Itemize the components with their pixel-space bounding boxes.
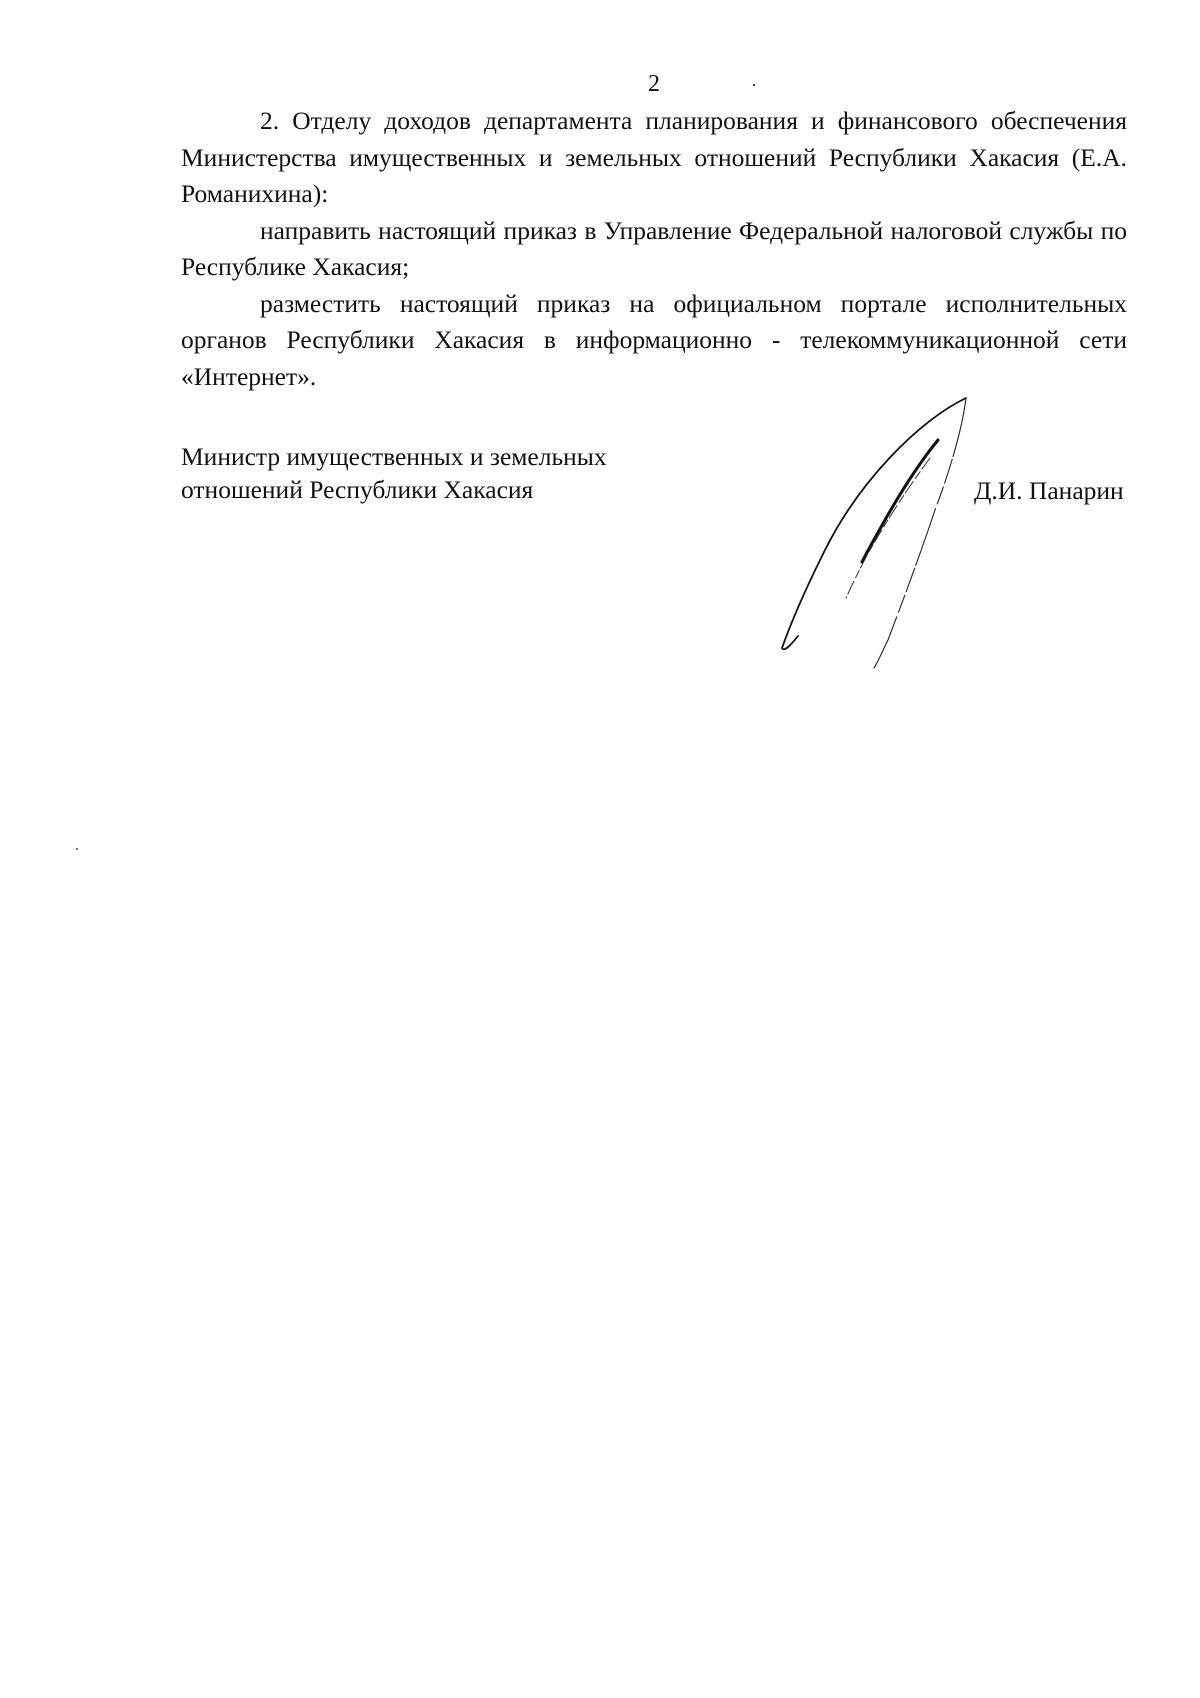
paragraph-send-to-tax-service: направить настоящий приказ в Управление Федеральной налоговой службы по Республике Хакасия;: [181, 215, 1127, 281]
paragraph-item-2: 2. Отделу доходов департамента планирования и финансового обеспечения Министерства имущественных и земельных отношений Республики Хакасия (Е.А. Романихина):: [181, 106, 1127, 208]
signature-icon: [770, 390, 990, 670]
signer-title-line-2: отношений Республики Хакасия: [181, 475, 534, 504]
scan-artifact-speck: [76, 848, 78, 850]
page-number: 2: [648, 71, 660, 97]
signer-title: [181, 440, 607, 506]
signer-name: Д.И. Панарин: [974, 476, 1124, 505]
signer-title-line-1: Министр имущественных и земельных: [181, 442, 607, 471]
paragraph-publish-on-portal: разместить настоящий приказ на официальном портале исполнительных органов Республики Хакасия в информационно - телекоммуникационной сети «Интернет».: [181, 288, 1127, 391]
document-body: [181, 103, 1127, 395]
scan-artifact-dot: [753, 84, 755, 86]
